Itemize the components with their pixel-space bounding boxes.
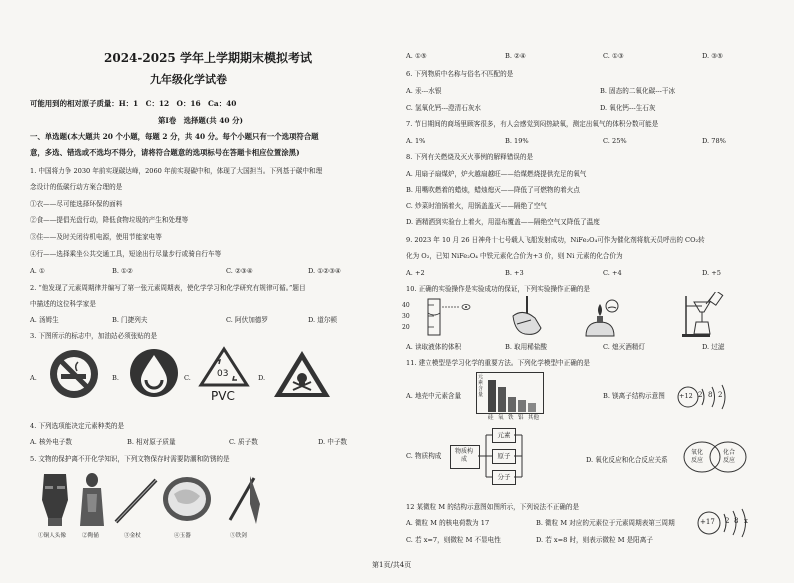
q4-option-d[interactable]: D. 中子数 <box>318 438 348 446</box>
particle-shell-count: 8 <box>734 517 739 525</box>
q10-option-a[interactable]: A. 读取液体的体积 <box>406 343 462 351</box>
q3-stem: 3. 下图所示的标志中，加油站必须张贴的是 <box>30 332 158 340</box>
q4-option-a[interactable]: A. 核外电子数 <box>30 438 72 446</box>
mg-nucleus-label: +12 <box>679 392 693 400</box>
q2-option-a[interactable]: A. 汤姆生 <box>30 316 59 324</box>
q11-stem: 11. 建立模型是学习化学的重要方法。下列化学模型中正确的是 <box>406 359 591 367</box>
q4-stem: 4. 下列选项能决定元素种类的是 <box>30 422 125 430</box>
water-saving-icon <box>128 347 180 399</box>
q6-option-c[interactable]: C. 氢氧化钙---澄清石灰水 <box>406 104 482 112</box>
crust-bar-iron <box>508 397 516 412</box>
q8-option-b[interactable]: B. 用嘴吹燃着的蜡烛，蜡烛熄灭——降低了可燃物的着火点 <box>406 186 580 194</box>
q11-option-a[interactable]: A. 地壳中元素含量 <box>406 392 462 400</box>
crust-chart-category: 铁 <box>508 415 514 421</box>
iron-sword-image <box>220 474 270 526</box>
q2-option-b[interactable]: B. 门捷列夫 <box>112 316 148 324</box>
artifact-caption: ⑤铁剑 <box>230 533 247 539</box>
q1-item: ④行——选择乘坐公共交通工具，短途出行尽量步行或骑自行车等 <box>30 250 222 258</box>
q9-stem-line2: 化为 O₂，已知 NiFe₂O₄ 中铁元素化合价为+3 价，则 Ni 元素的化合价为 <box>406 252 623 260</box>
q5-option-b[interactable]: B. ②④ <box>505 52 526 60</box>
q3-label-a[interactable]: A. <box>30 374 37 382</box>
bronze-head-image <box>36 470 74 528</box>
q2-option-d[interactable]: D. 道尔顿 <box>308 316 338 324</box>
q11-option-c[interactable]: C. 物质构成 <box>406 452 442 460</box>
crust-chart-ylabel: 元素含量 <box>478 374 484 398</box>
paper-title: 九年级化学试卷 <box>150 73 227 86</box>
q5-option-c[interactable]: C. ①③ <box>603 52 624 60</box>
q12-option-d[interactable]: D. 若 x=8 时，则表示微粒 M 是阳离子 <box>536 536 653 544</box>
matter-node-links <box>514 430 528 482</box>
alcohol-lamp-image <box>580 296 620 338</box>
q8-option-c[interactable]: C. 炒菜时油锅着火，用锅盖盖灭——隔绝了空气 <box>406 202 547 210</box>
pottery-figurine-image <box>78 472 106 528</box>
cylinder-scale-label: 40 <box>402 302 410 309</box>
particle-shell-count: x <box>744 517 748 525</box>
q6-option-a[interactable]: A. 汞---水银 <box>406 87 442 95</box>
crust-bar-other <box>528 403 536 412</box>
q10-stem: 10. 正确的实验操作是实验成功的保证，下列实验操作正确的是 <box>406 285 591 293</box>
artifact-caption: ④玉器 <box>174 533 191 539</box>
q8-option-a[interactable]: A. 用扇子扇煤炉，炉火越扇越旺——给煤燃烧提供充足的氧气 <box>406 170 587 178</box>
q1-option-b[interactable]: B. ①② <box>112 267 133 275</box>
q7-stem: 7. 节日期间的商场里顾客很多，有人会感觉到闷热缺氧，测定出氧气的体积分数可能是 <box>406 120 659 128</box>
crust-chart-category: 其他 <box>528 415 540 421</box>
recycle-number: 03 <box>217 369 229 379</box>
atomic-masses: 可能用到的相对原子质量：H：1 C：12 O：16 Ca：40 <box>30 99 237 108</box>
q9-stem-line1: 9. 2023 年 10 月 26 日神舟十七号载人飞船发射成功，NiFe₂O₄可作为催化剂将航天员呼出的 CO₂转 <box>406 236 705 244</box>
q1-option-c[interactable]: C. ②③④ <box>226 267 253 275</box>
q9-option-b[interactable]: B. +3 <box>505 269 524 277</box>
q1-option-a[interactable]: A. ① <box>30 267 45 275</box>
matter-center-label: 物质构成 <box>454 448 473 463</box>
cylinder-scale-label: 20 <box>402 324 410 331</box>
q1-option-d[interactable]: D. ①②③④ <box>308 267 341 275</box>
dropper-hand-image <box>505 296 545 338</box>
particle-nucleus-label: +17 <box>700 518 715 526</box>
exam-title: 2024-2025 学年上学期期末模拟考试 <box>104 51 312 65</box>
q10-option-b[interactable]: B. 取用稀盐酸 <box>505 343 548 351</box>
page-number: 第1页/共4页 <box>372 561 412 569</box>
artifact-caption: ③金杖 <box>124 533 141 539</box>
mg-shell-count: 2 <box>698 391 703 399</box>
q2-stem-line2: 中描述的这位科学家是 <box>30 300 96 308</box>
q12-option-b[interactable]: B. 微粒 M 对应的元素位于元素周期表第三周期 <box>536 519 675 527</box>
q5-stem: 5. 文物的保护离不开化学知识，下列文物保存时需要防潮和防锈的是 <box>30 455 230 463</box>
mg-shell-count: 2 <box>718 391 723 399</box>
q11-option-b[interactable]: B. 镁离子结构示意图 <box>603 392 665 400</box>
toxic-warning-icon <box>272 349 332 399</box>
crust-bar-aluminum <box>518 400 526 412</box>
q12-stem: 12 某微粒 M 的结构示意图如图所示，下列说法不正确的是 <box>406 503 580 511</box>
q2-option-c[interactable]: C. 阿伏加德罗 <box>226 316 268 324</box>
q1-item: ①衣——尽可能选择环保的面料 <box>30 200 123 208</box>
q2-stem-line1: 2. “他发现了元素周期律并编写了第一张元素周期表，使化学学习和化学研究有规律可循。”题目 <box>30 284 306 292</box>
q1-stem-line1: 1. 中国将力争 2030 年前实现碳达峰，2060 年前实现碳中和，体现了大国担当。下列基于碳中和理 <box>30 167 323 175</box>
matter-links <box>478 430 492 482</box>
artifact-caption: ①铜人头像 <box>38 533 66 539</box>
q3-label-b[interactable]: B. <box>112 374 119 382</box>
particle-shell-count: 2 <box>725 517 730 525</box>
crust-bar-oxygen <box>498 387 506 412</box>
q7-option-c[interactable]: C. 25% <box>603 137 627 145</box>
crust-chart-category: 铝 <box>518 415 524 421</box>
q6-option-b[interactable]: B. 固态的二氧化碳---干冰 <box>600 87 676 95</box>
crust-chart-category: 硅 <box>488 415 494 421</box>
no-smoking-icon <box>47 347 101 401</box>
recycle-icon <box>198 346 250 388</box>
jade-disc-image <box>160 474 214 524</box>
gold-staff-image <box>110 474 162 526</box>
section-one-line2: 意，多选、错选或不选均不得分，请将符合题意的选项标号在答题卡相应位置涂黑) <box>30 148 300 157</box>
q1-item: ③住——及时关闭待机电源，使用节能家电等 <box>30 233 162 241</box>
q7-option-b[interactable]: B. 19% <box>505 137 529 145</box>
q9-option-c[interactable]: C. +4 <box>603 269 622 277</box>
mg-shell-count: 8 <box>708 391 713 399</box>
matter-node-atom: 原子 <box>492 449 516 464</box>
q12-option-a[interactable]: A. 微粒 M 的核电荷数为 17 <box>406 519 490 527</box>
q6-stem: 6. 下列物质中名称与俗名不匹配的是 <box>406 70 514 78</box>
matter-node-element: 元素 <box>492 428 516 443</box>
crust-bar-silicon <box>488 380 496 412</box>
q10-option-c[interactable]: C. 熄灭酒精灯 <box>603 343 645 351</box>
q5-option-a[interactable]: A. ①⑤ <box>406 52 427 60</box>
venn-label-combination: 化合反应 <box>722 449 735 464</box>
filtration-stand-image <box>680 292 724 338</box>
recycle-label: PVC <box>211 389 235 403</box>
q7-option-a[interactable]: A. 1% <box>406 137 426 145</box>
q5-option-d[interactable]: D. ③⑤ <box>702 52 724 60</box>
q11-option-d[interactable]: D. 氧化反应和化合反应关系 <box>586 456 668 464</box>
q10-option-d[interactable]: D. 过滤 <box>702 343 725 351</box>
crust-chart-category: 氧 <box>498 415 504 421</box>
q8-option-d[interactable]: D. 酒精洒到实验台上着火，用湿布覆盖——隔绝空气又降低了温度 <box>406 218 600 226</box>
q1-item: ②食——提倡光盘行动，降低食物垃圾的产生和处理等 <box>30 216 189 224</box>
volume-title: 第Ⅰ卷 选择题(共 40 分) <box>158 116 244 125</box>
q9-option-a[interactable]: A. +2 <box>406 269 425 277</box>
q7-option-d[interactable]: D. 78% <box>702 137 726 145</box>
q4-option-b[interactable]: B. 相对原子质量 <box>127 438 176 446</box>
q1-stem-line2: 念设计的低碳行动方案合理的是 <box>30 183 123 191</box>
q6-option-d[interactable]: D. 氧化钙---生石灰 <box>600 104 656 112</box>
cylinder-scale-label: 30 <box>402 313 410 320</box>
venn-label-oxidation: 氧化反应 <box>690 449 703 464</box>
q3-label-c[interactable]: C. <box>184 374 191 382</box>
matter-node-molecule: 分子 <box>492 470 516 485</box>
graduated-cylinder-image <box>412 297 476 337</box>
q3-label-d[interactable]: D. <box>258 374 266 382</box>
q8-stem: 8. 下列有关燃烧及灭火事例的解释错误的是 <box>406 153 534 161</box>
section-one-line1: 一、单选题(本大题共 20 个小题，每题 2 分，共 40 分。每个小题只有一个选项符合题 <box>30 132 319 141</box>
q12-option-c[interactable]: C. 若 x=7，则微粒 M 不显电性 <box>406 536 501 544</box>
artifact-caption: ②陶俑 <box>82 533 99 539</box>
q9-option-d[interactable]: D. +5 <box>702 269 721 277</box>
q4-option-c[interactable]: C. 质子数 <box>229 438 258 446</box>
